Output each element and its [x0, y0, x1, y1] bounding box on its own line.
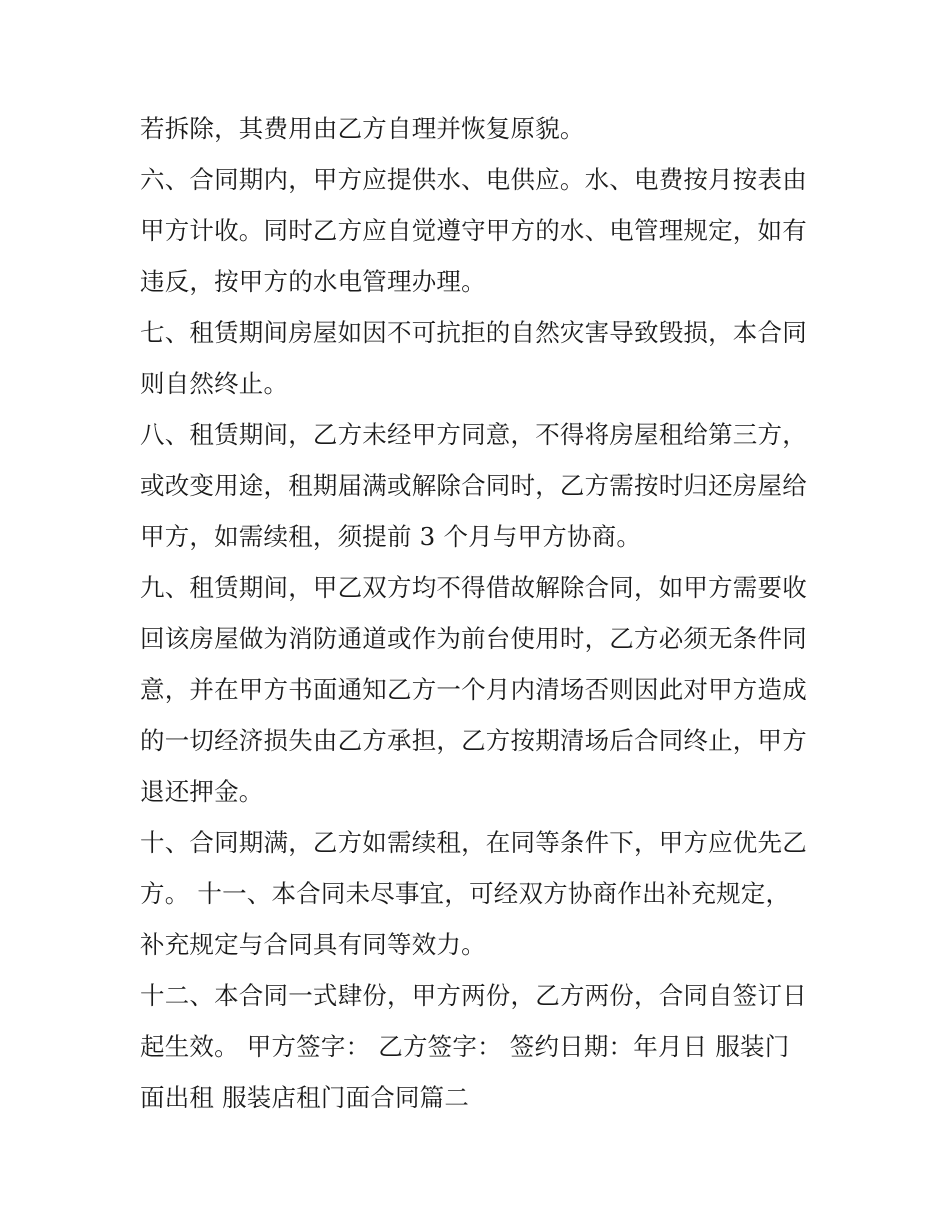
text-line: 十二、本合同一式肆份，甲方两份，乙方两份，合同自签订日 — [140, 981, 807, 1010]
text-line: 面出租 服装店租门面合同篇二 — [140, 1083, 470, 1112]
text-line: 回该房屋做为消防通道或作为前台使用时，乙方必须无条件同 — [140, 624, 807, 653]
text-line: 若拆除，其费用由乙方自理并恢复原貌。 — [140, 114, 585, 143]
text-line: 则自然终止。 — [140, 369, 289, 398]
text-line: 十、合同期满，乙方如需续租，在同等条件下，甲方应优先乙 — [140, 828, 807, 857]
text-line: 补充规定与合同具有同等效力。 — [140, 930, 486, 959]
text-line: 违反，按甲方的水电管理办理。 — [140, 267, 486, 296]
text-line: 或改变用途，租期届满或解除合同时，乙方需按时归还房屋给 — [140, 471, 807, 500]
text-line: 八、租赁期间，乙方未经甲方同意，不得将房屋租给第三方， — [140, 420, 807, 449]
text-line: 意，并在甲方书面通知乙方一个月内清场否则因此对甲方造成 — [140, 675, 807, 704]
text-line: 起生效。 甲方签字： 乙方签字： 签约日期：年月日 服装门 — [140, 1032, 790, 1061]
text-line: 方。 十一、本合同未尽事宜，可经双方协商作出补充规定， — [140, 879, 791, 908]
text-line: 退还押金。 — [140, 777, 264, 806]
text-line: 九、租赁期间，甲乙双方均不得借故解除合同，如甲方需要收 — [140, 573, 807, 602]
text-line: 六、合同期内，甲方应提供水、电供应。水、电费按月按表由 — [140, 165, 807, 194]
text-line: 七、租赁期间房屋如因不可抗拒的自然灾害导致毁损，本合同 — [140, 318, 807, 347]
text-line: 的一切经济损失由乙方承担，乙方按期清场后合同终止，甲方 — [140, 726, 807, 755]
text-line: 甲方，如需续租，须提前 3 个月与甲方协商。 — [140, 522, 642, 551]
text-line: 甲方计收。同时乙方应自觉遵守甲方的水、电管理规定，如有 — [140, 216, 807, 245]
